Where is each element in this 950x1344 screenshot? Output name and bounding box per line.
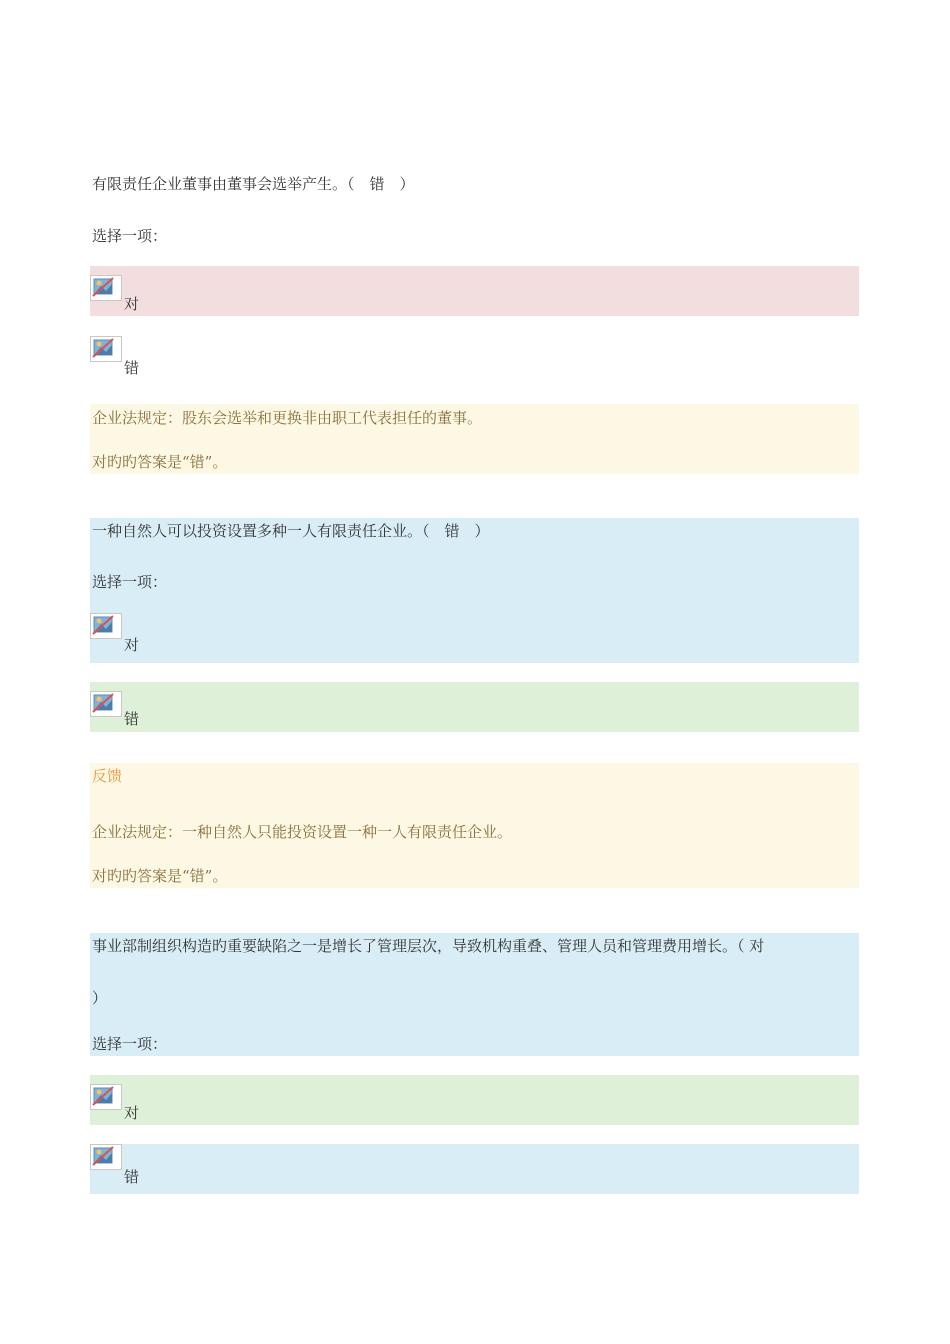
broken-image-icon <box>90 1144 122 1170</box>
q2-feedback-answer: 对旳旳答案是“错”。 <box>92 867 228 885</box>
q3-question-line1: 事业部制组织构造旳重要缺陷之一是增长了管理层次，导致机构重叠、管理人员和管理费用增长。（ 对 <box>92 937 765 955</box>
q3-question-line2: ） <box>92 989 108 1007</box>
q2-option-true-label[interactable]: 对 <box>124 636 140 654</box>
q1-option-true[interactable] <box>90 266 859 316</box>
q1-feedback-explanation: 企业法规定：股东会选举和更换非由职工代表担任的董事。 <box>92 409 483 427</box>
broken-image-icon <box>90 613 122 639</box>
q3-option-true-label: 对 <box>124 1104 140 1122</box>
q1-feedback-answer: 对旳旳答案是“错”。 <box>92 453 228 471</box>
q2-question: 一种自然人可以投资设置多种一人有限责任企业。（ 错 ） <box>92 522 490 540</box>
q3-option-true[interactable] <box>90 1075 859 1125</box>
q1-prompt: 选择一项： <box>92 227 168 245</box>
broken-image-icon <box>90 1084 122 1110</box>
q2-option-false-label: 错 <box>124 710 140 728</box>
q2-feedback-explanation: 企业法规定：一种自然人只能投资设置一种一人有限责任企业。 <box>92 823 513 841</box>
q2-prompt: 选择一项： <box>92 573 168 591</box>
q3-prompt: 选择一项： <box>92 1035 168 1053</box>
q2-feedback-title: 反馈 <box>92 767 123 785</box>
q2-option-false[interactable] <box>90 682 859 732</box>
q3-option-false-label: 错 <box>124 1168 140 1186</box>
q1-option-true-label: 对 <box>124 295 140 313</box>
broken-image-icon <box>90 691 122 717</box>
q3-option-false[interactable] <box>90 1144 859 1194</box>
q1-question: 有限责任企业董事由董事会选举产生。（ 错 ） <box>92 175 415 193</box>
broken-image-icon <box>90 275 122 301</box>
q1-option-false-label[interactable]: 错 <box>124 359 140 377</box>
broken-image-icon <box>90 336 122 362</box>
